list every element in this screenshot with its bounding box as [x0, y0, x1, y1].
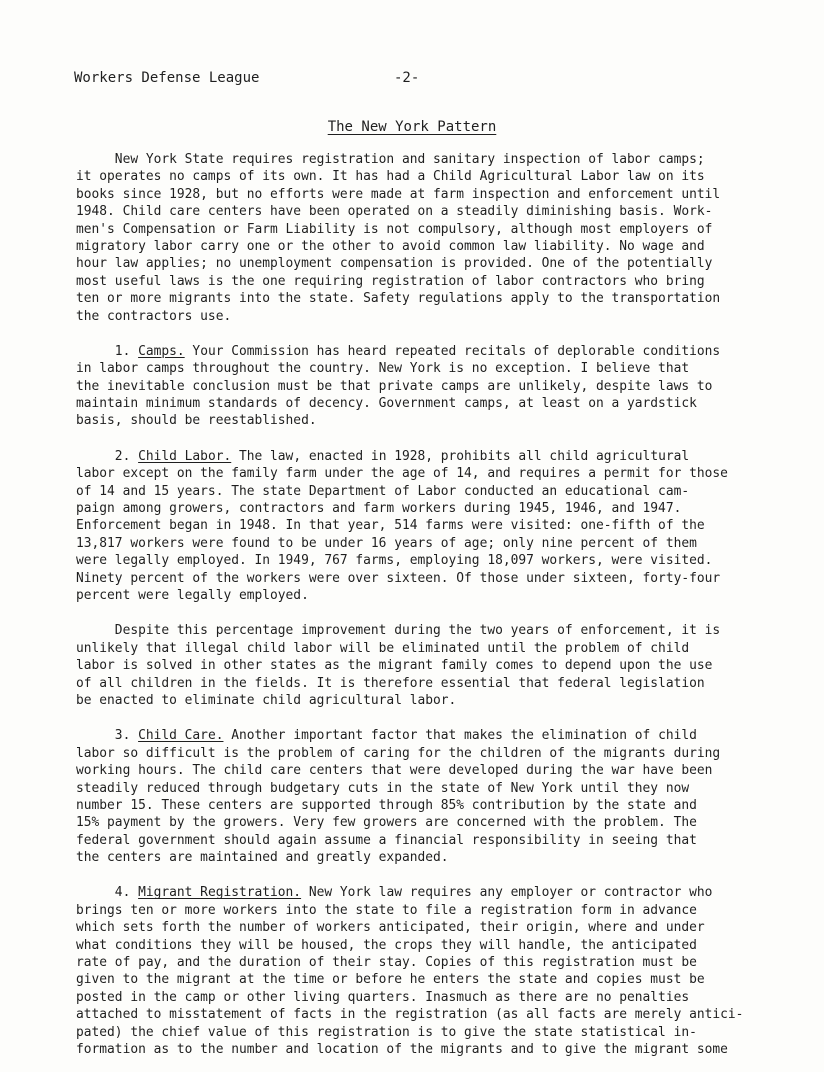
text-line: percent were legally employed.: [76, 587, 309, 603]
text-line: [76, 884, 766, 901]
page-number: -2-: [394, 70, 420, 86]
text-line: the centers are maintained and greatly expanded.: [76, 850, 449, 866]
item-number: 4.: [76, 885, 139, 901]
text-line: the contractors use.: [76, 308, 232, 324]
text-line: hour law applies; no unemployment compensation is provided. One of the potentially: [76, 256, 713, 272]
text-line: labor except on the family farm under the age of 14, and requires a permit for those: [76, 466, 728, 482]
text-line: labor so difficult is the problem of caring for the children of the migrants during: [76, 745, 721, 761]
item-heading: Child Labor.: [138, 448, 232, 464]
text-line: labor is solved in other states as the migrant family comes to depend upon the use: [76, 658, 713, 674]
text-line: most useful laws is the one requiring registration of labor contractors who bring: [76, 273, 705, 289]
text-line: of all children in the fields. It is therefore essential that federal legislation: [76, 675, 705, 691]
text-line: of 14 and 15 years. The state Department of Labor conducted an educational cam-: [76, 483, 690, 499]
text-line: maintain minimum standards of decency. Government camps, at least on a yardstick: [76, 396, 697, 412]
text-fragment: New York law requires any employer or contractor who: [301, 885, 713, 901]
text-line: given to the migrant at the time or before he enters the state and copies must be: [76, 972, 705, 988]
text-line: [76, 343, 766, 360]
text-line: basis, should be reestablished.: [76, 413, 317, 429]
text-line: 1948. Child care centers have been operated on a steadily diminishing basis. Work-: [76, 204, 713, 220]
text-line: unlikely that illegal child labor will be eliminated until the problem of child: [76, 640, 690, 656]
text-line: brings ten or more workers into the state to file a registration form in advance: [76, 902, 697, 918]
text-line: formation as to the number and location of the migrants and to give the migrant some: [76, 1041, 728, 1057]
item-number: 3.: [76, 728, 139, 744]
text-line: migratory labor carry one or the other to avoid common law liability. No wage and: [76, 238, 705, 254]
text-line: it operates no camps of its own. It has had a Child Agricultural Labor law on its: [76, 169, 705, 185]
text-line: working hours. The child care centers that were developed during the war have been: [76, 763, 713, 779]
text-line: [76, 727, 766, 744]
text-fragment: The law, enacted in 1928, prohibits all child agricultural: [231, 448, 690, 464]
organization-name: Workers Defense League: [74, 70, 260, 86]
paragraph-intro: [76, 151, 766, 325]
text-line: number 15. These centers are supported through 85% contribution by the state and: [76, 797, 697, 813]
text-line: paign among growers, contractors and farm workers during 1945, 1946, and 1947.: [76, 501, 682, 517]
text-line: be enacted to eliminate child agricultural labor.: [76, 692, 457, 708]
text-line: federal government should again assume a financial responsibility in seeing that: [76, 832, 697, 848]
section-title-text: The New York Pattern: [327, 119, 497, 135]
page-header: [74, 70, 764, 90]
text-line: Ninety percent of the workers were over sixteen. Of those under sixteen, forty-four: [76, 570, 721, 586]
text-line: books since 1928, but no efforts were made at farm inspection and enforcement until: [76, 186, 721, 202]
text-line: pated) the chief value of this registration is to give the state statistical in-: [76, 1024, 697, 1040]
text-line: were legally employed. In 1949, 767 farms, employing 18,097 workers, were visited.: [76, 553, 713, 569]
item-number: 1.: [76, 343, 139, 359]
text-line: 13,817 workers were found to be under 16 years of age; only nine percent of them: [76, 535, 697, 551]
text-line: steadily reduced through budgetary cuts in the state of New York until they now: [76, 780, 690, 796]
text-line: rate of pay, and the duration of their stay. Copies of this registration must be: [76, 955, 697, 971]
text-line: in labor camps throughout the country. New York is no exception. I believe that: [76, 361, 690, 377]
text-line: 15% payment by the growers. Very few growers are concerned with the problem. The: [76, 815, 697, 831]
text-line: Despite this percentage improvement during the two years of enforcement, it is: [76, 623, 721, 639]
paragraph-child-care: [76, 727, 766, 866]
text-line: what conditions they will be housed, the crops they will handle, the anticipated: [76, 937, 697, 953]
paragraph-child-labor: [76, 448, 766, 605]
text-line: attached to misstatement of facts in the registration (as all facts are merely antici-: [76, 1007, 744, 1023]
text-line: Enforcement began in 1948. In that year, 514 farms were visited: one-fifth of the: [76, 518, 705, 534]
paragraph-enforcement: [76, 622, 766, 709]
document-body: [76, 151, 766, 1076]
text-line: New York State requires registration and sanitary inspection of labor camps;: [76, 152, 705, 167]
text-fragment: Another important factor that makes the elimination of child: [223, 728, 697, 744]
text-line: [76, 448, 766, 465]
item-heading: Camps.: [138, 343, 185, 359]
text-line: men's Compensation or Farm Liability is not compulsory, although most employers of: [76, 221, 713, 237]
paragraph-migrant-registration: [76, 884, 766, 1058]
section-title: [0, 119, 824, 135]
paragraph-camps: [76, 343, 766, 430]
text-line: posted in the camp or other living quarters. Inasmuch as there are no penalties: [76, 989, 690, 1005]
text-line: which sets forth the number of workers anticipated, their origin, where and under: [76, 920, 705, 936]
item-heading: Child Care.: [138, 728, 224, 744]
text-line: the inevitable conclusion must be that private camps are unlikely, despite laws to: [76, 378, 713, 394]
item-number: 2.: [76, 448, 139, 464]
text-fragment: Your Commission has heard repeated recitals of deplorable conditions: [184, 343, 721, 359]
item-heading: Migrant Registration.: [138, 885, 302, 901]
text-line: ten or more migrants into the state. Safety regulations apply to the transportation: [76, 291, 721, 307]
